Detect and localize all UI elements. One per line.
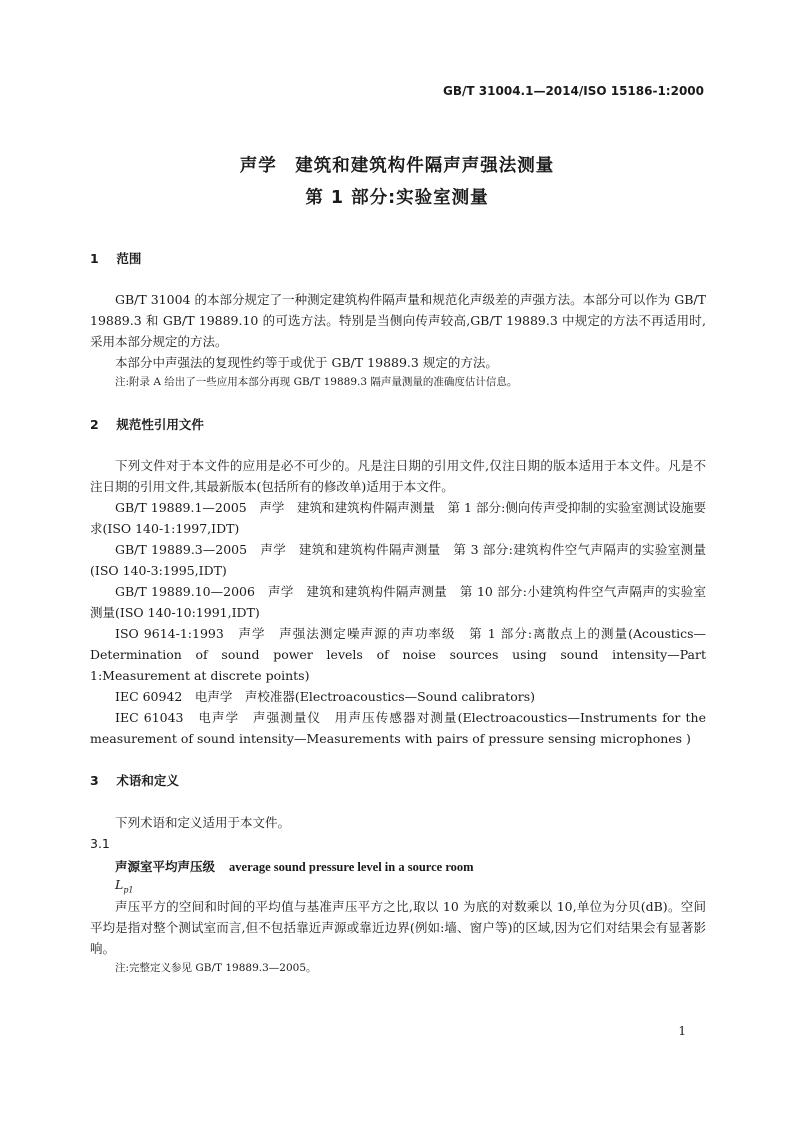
section-title: 规范性引用文件 bbox=[116, 417, 204, 432]
section-number: 1 bbox=[90, 251, 99, 266]
section-number: 3 bbox=[90, 773, 99, 788]
scope-body bbox=[90, 289, 706, 391]
section-heading-terms bbox=[90, 771, 179, 789]
reference-item: IEC 60942 电声学 声校准器(Electroacoustics—Sound calibrators) bbox=[115, 689, 536, 704]
term-name bbox=[115, 857, 474, 875]
section-heading-scope bbox=[90, 249, 141, 267]
reference-item: GB/T 19889.10—2006 声学 建筑和建筑构件隔声测量 第 10 部分:小建筑构件空气声隔声的实验室测量(ISO 140-10:1991,IDT) bbox=[90, 584, 706, 620]
paragraph: 本部分中声强法的复现性约等于或优于 GB/T 19889.3 规定的方法。 bbox=[115, 355, 498, 370]
note: 注:附录 A 给出了一些应用本部分再现 GB/T 19889.3 隔声量测量的准确度估计信息。 bbox=[115, 376, 518, 388]
note: 注:完整定义参见 GB/T 19889.3—2005。 bbox=[115, 962, 317, 974]
document-title-line1: 声学 建筑和建筑构件隔声声强法测量 bbox=[239, 156, 555, 176]
normative-body bbox=[90, 455, 706, 749]
standard-code-header: GB/T 31004.1—2014/ISO 15186-1:2000 bbox=[443, 84, 704, 98]
term-symbol bbox=[115, 877, 134, 895]
term-definition: 声压平方的空间和时间的平均值与基准声压平方之比,取以 10 为底的对数乘以 10,单位为分贝(dB)。空间平均是指对整个测试室而言,但不包括靠近声源或靠近边界(例如:墙、窗户等)的区域,因为它们对结果会有显著影响。 bbox=[90, 899, 706, 956]
symbol-subscript: p1 bbox=[123, 885, 134, 895]
reference-item: GB/T 19889.1—2005 声学 建筑和建筑构件隔声测量 第 1 部分:侧向传声受抑制的实验室测试设施要求(ISO 140-1:1997,IDT) bbox=[90, 500, 706, 536]
reference-item: GB/T 19889.3—2005 声学 建筑和建筑构件隔声测量 第 3 部分:建筑构件空气声隔声的实验室测量(ISO 140-3:1995,IDT) bbox=[90, 542, 706, 578]
section-number: 2 bbox=[90, 417, 99, 432]
section-heading-normative bbox=[90, 415, 204, 433]
term-definition-block bbox=[90, 896, 706, 977]
section-title: 术语和定义 bbox=[116, 773, 179, 788]
paragraph: 下列术语和定义适用于本文件。 bbox=[115, 815, 291, 830]
term-name-en: average sound pressure level in a source room bbox=[229, 860, 474, 874]
document-title-line2: 第 1 部分:实验室测量 bbox=[305, 188, 489, 208]
paragraph: GB/T 31004 的本部分规定了一种测定建筑构件隔声量和规范化声级差的声强方法。本部分可以作为 GB/T 19889.3 和 GB/T 19889.10 的可选方法。特别是当侧向传声较高,GB/T 19889.3 中规定的方法不再适用时,采用本部分规定的方法。 bbox=[90, 292, 706, 349]
reference-item: ISO 9614-1:1993 声学 声强法测定噪声源的声功率级 第 1 部分:离散点上的测量(Acoustics—Determination of sound power levels of noise sources using sound intensity—Part 1:Measurement at discrete points) bbox=[90, 626, 706, 683]
term-name-cn: 声源室平均声压级 bbox=[115, 859, 216, 874]
symbol-base: L bbox=[115, 877, 124, 892]
term-number: 3.1 bbox=[90, 836, 110, 851]
terms-intro bbox=[90, 812, 706, 833]
paragraph: 下列文件对于本文件的应用是必不可少的。凡是注日期的引用文件,仅注日期的版本适用于本文件。凡是不注日期的引用文件,其最新版本(包括所有的修改单)适用于本文件。 bbox=[90, 458, 706, 494]
reference-item: IEC 61043 电声学 声强测量仪 用声压传感器对测量(Electroacoustics—Instruments for the measurement of sound intensity—Measurements with pairs of pressure sensing microphones ) bbox=[90, 710, 706, 746]
section-title: 范围 bbox=[116, 251, 142, 266]
page-number: 1 bbox=[678, 1024, 686, 1038]
